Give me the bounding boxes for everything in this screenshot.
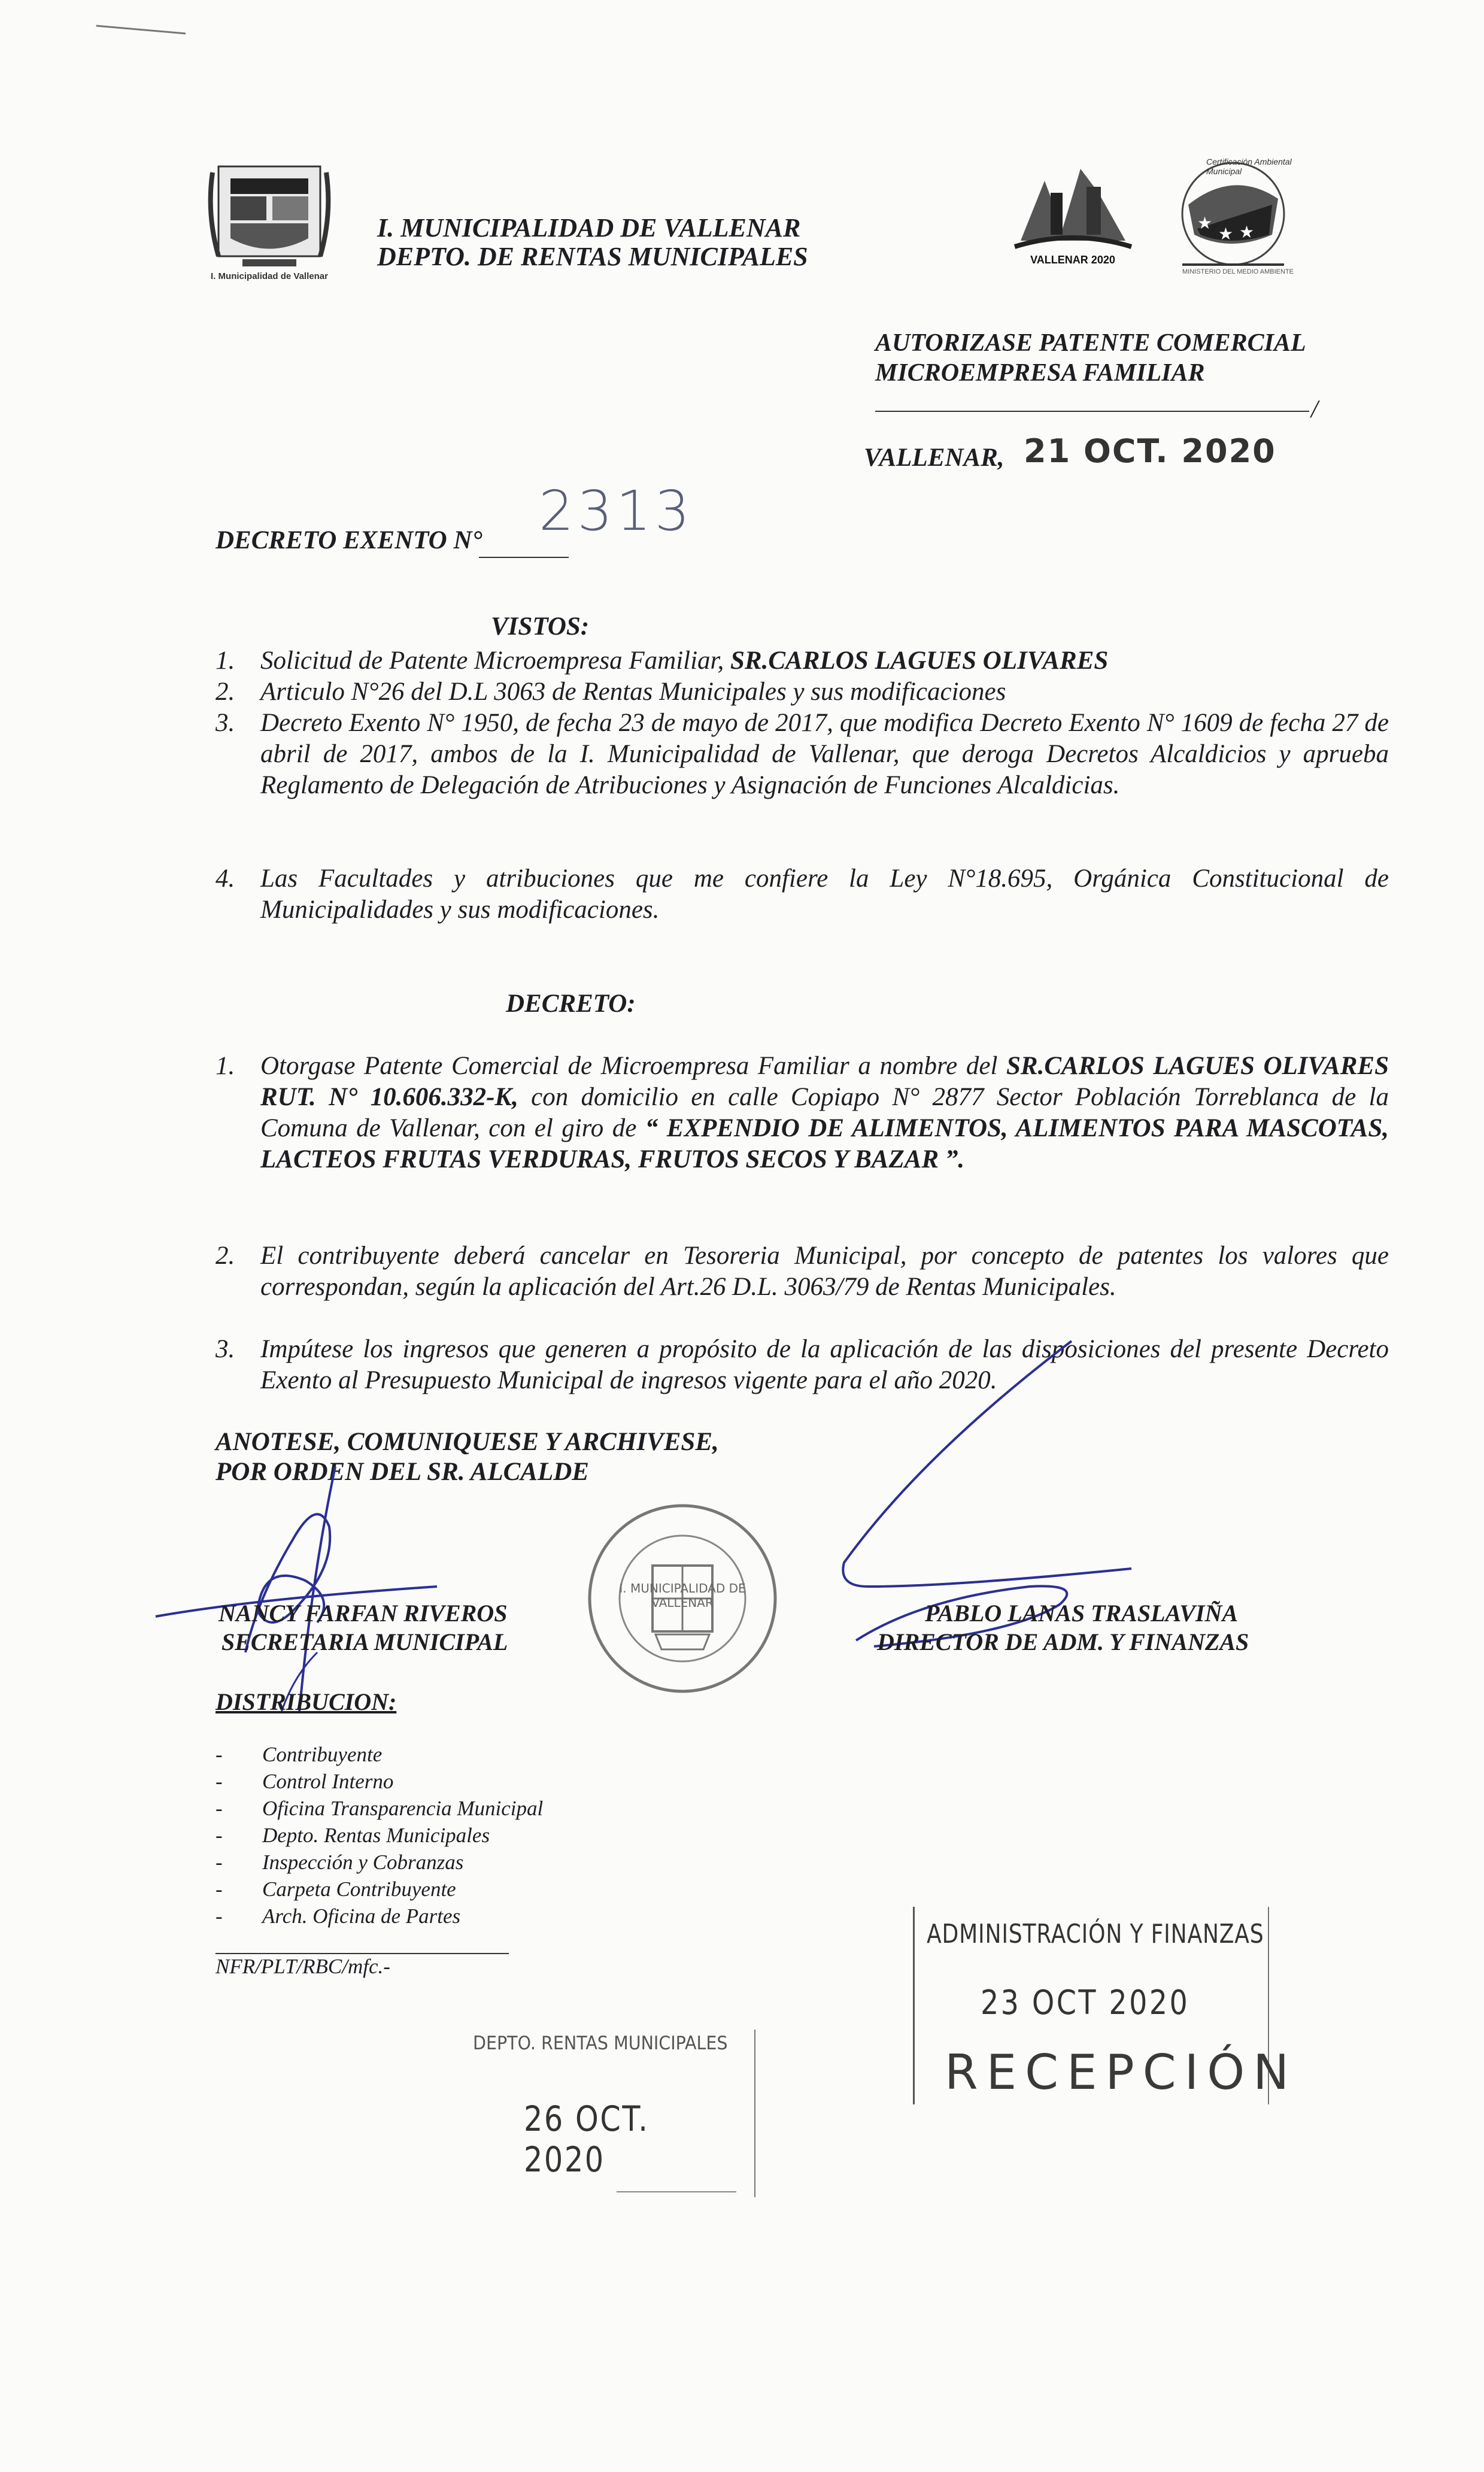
svg-text:★: ★: [1218, 225, 1234, 244]
item-text: Las Facultades y atribuciones que me confiere la Ley N°18.695, Orgánica Constitucional de Municipalidades y sus modificaciones.: [260, 865, 1389, 924]
right-signatory-name: PABLO LANAS TRASLAVIÑA: [925, 1600, 1239, 1627]
svg-text:★: ★: [1197, 214, 1213, 233]
vallenar-2020-text: VALLENAR 2020: [1030, 254, 1115, 266]
item-text: Decreto Exento N° 1950, de fecha 23 de mayo de 2017, que modifica Decreto Exento N° 1609 de fecha 27 de abril de 2017, ambos de la I. Municipalidad de Vallenar, que deroga Decretos Alcaldicios y aprueba Reglamento de Delegación de Atribuciones y Asignación de Funciones Alcaldicias.: [260, 709, 1389, 799]
subject-underline: [875, 411, 1309, 412]
reference-initials: NFR/PLT/RBC/mfc.-: [216, 1955, 390, 1978]
item-number: 2.: [216, 678, 235, 706]
distribution-item: - Carpeta Contribuyente: [216, 1877, 456, 1901]
vistos-title: VISTOS:: [491, 612, 590, 641]
municipal-logo: [207, 154, 332, 292]
subject-line-2: MICROEMPRESA FAMILIAR: [875, 359, 1205, 387]
cert-ring-text: Certificación Ambiental Municipal: [1206, 157, 1292, 176]
place-date-stamp: 21 OCT. 2020: [1024, 432, 1276, 470]
cert-ministry-text: MINISTERIO DEL MEDIO AMBIENTE: [1182, 268, 1294, 275]
seal-ring-text: I. MUNICIPALIDAD DE VALLENAR: [619, 1581, 746, 1610]
distribution-item: - Inspección y Cobranzas: [216, 1851, 464, 1874]
distribution-item: - Oficina Transparencia Municipal: [216, 1797, 544, 1820]
distribution-item: - Arch. Oficina de Partes: [216, 1904, 461, 1928]
item-number: 3.: [216, 1335, 235, 1363]
subject-line-1: AUTORIZASE PATENTE COMERCIAL: [875, 329, 1306, 357]
item-number: 2.: [216, 1242, 235, 1270]
header-department: DEPTO. DE RENTAS MUNICIPALES: [377, 242, 808, 271]
logo-caption: I. Municipalidad de Vallenar: [211, 271, 328, 281]
item-text: Otorgase Patente Comercial de Microempresa Familiar a nombre del: [260, 1052, 1007, 1080]
subject-slash: /: [1311, 396, 1318, 423]
closing-line-2: POR ORDEN DEL SR. ALCALDE: [216, 1458, 589, 1486]
distribution-list: [216, 1741, 635, 1930]
vallenar-2020-logo: [1009, 157, 1137, 271]
closing-line-1: ANOTESE, COMUNIQUESE Y ARCHIVESE,: [216, 1428, 719, 1456]
rentas-stamp-title: DEPTO. RENTAS MUNICIPALES: [473, 2033, 728, 2054]
item-text: Articulo N°26 del D.L 3063 de Rentas Municipales y sus modificaciones: [260, 678, 1006, 706]
rentas-stamp-date: 26 OCT. 2020: [524, 2098, 650, 2180]
decree-label: DECRETO EXENTO N°: [216, 526, 482, 554]
left-signatory-title: SECRETARIA MUNICIPAL: [221, 1628, 508, 1655]
left-signature: [138, 1461, 449, 1724]
environmental-certification-logo: [1164, 151, 1302, 280]
distribution-item: - Depto. Rentas Municipales: [216, 1824, 490, 1847]
item-number: 1.: [216, 1052, 235, 1080]
official-seal: [584, 1500, 781, 1697]
svg-text:★: ★: [1239, 223, 1255, 242]
item-text: El contribuyente deberá cancelar en Tesoreria Municipal, por concepto de patentes los valores que correspondan, según la aplicación del Art.26 D.L. 3063/79 de Rentas Municipales.: [260, 1242, 1389, 1301]
header-institution: I. MUNICIPALIDAD DE VALLENAR: [377, 213, 801, 242]
business-activity: “ EXPENDIO DE ALIMENTOS, ALIMENTOS PARA MASCOTAS, LACTEOS FRUTAS VERDURAS, FRUTOS SECOS Y BAZAR ”.: [260, 1114, 1389, 1173]
place-label: VALLENAR,: [864, 444, 1004, 472]
rentas-stamp: [473, 2030, 755, 2197]
admin-stamp-date: 23 OCT 2020: [981, 1983, 1190, 2022]
item-text-address: con domicilio en calle Copiapo N° 2877 Sector Población Torreblanca de la Comuna de Vallenar, con el giro de: [260, 1083, 1389, 1142]
admin-stamp-title: ADMINISTRACIÓN Y FINANZAS: [927, 1919, 1264, 1949]
decree-number-underline: [479, 557, 569, 558]
left-signatory-name: NANCY FARFAN RIVEROS: [218, 1600, 508, 1627]
applicant-name-rut: SR.CARLOS LAGUES OLIVARES RUT. N° 10.606.332-K,: [260, 1052, 1389, 1111]
item-number: 1.: [216, 647, 235, 675]
distribution-title: DISTRIBUCION:: [216, 1688, 397, 1715]
distribution-item: - Contribuyente: [216, 1743, 383, 1766]
right-signatory-title: DIRECTOR DE ADM. Y FINANZAS: [877, 1628, 1249, 1655]
item-number: 4.: [216, 865, 235, 893]
applicant-name: SR.CARLOS LAGUES OLIVARES: [730, 647, 1109, 675]
admin-stamp-reception: RECEPCIÓN: [945, 2045, 1298, 2100]
item-text: Solicitud de Patente Microempresa Familiar,: [260, 647, 731, 675]
admin-finance-stamp: [913, 1907, 1298, 2104]
rentas-stamp-line: [617, 2191, 736, 2192]
staple-mark: [96, 25, 186, 39]
decree-number: 2313: [539, 479, 694, 543]
item-number: 3.: [216, 709, 235, 737]
distribution-item: - Control Interno: [216, 1770, 394, 1793]
decreto-title: DECRETO:: [506, 990, 636, 1018]
item-text: Impútese los ingresos que generen a propósito de la aplicación de las disposiciones del presente Decreto Exento al Presupuesto Municipal de ingresos vigente para el año 2020.: [260, 1335, 1389, 1394]
